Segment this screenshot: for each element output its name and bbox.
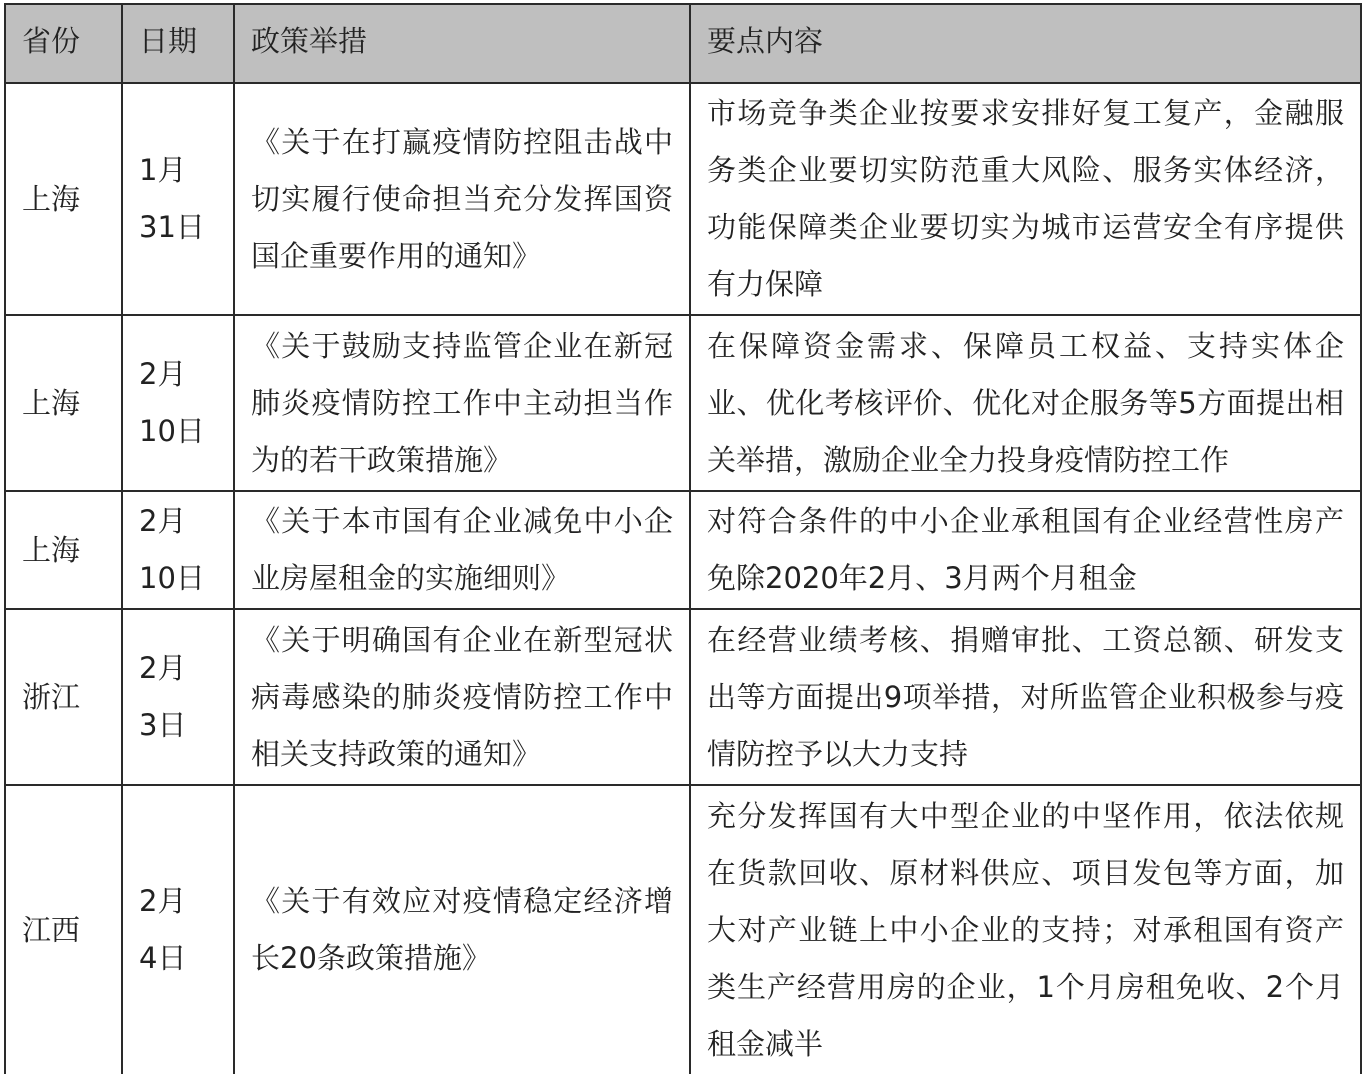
date-cell [122, 83, 234, 315]
province-cell: 上海 [5, 315, 122, 491]
table-row [5, 315, 1361, 491]
key-points-cell: 充分发挥国有大中型企业的中坚作用，依法依规在货款回收、原材料供应、项目发包等方面，加大对产业链上中小企业的支持；对承租国有资产类生产经营用房的企业，1个月房租免收、2个月租金减半 [690, 785, 1361, 1074]
header-date: 日期 [122, 4, 234, 83]
table-row [5, 785, 1361, 1074]
key-points-cell: 在经营业绩考核、捐赠审批、工资总额、研发支出等方面提出9项举措，对所监管企业积极参与疫情防控予以大力支持 [690, 609, 1361, 785]
date-month: 2月 [139, 504, 187, 538]
header-policy: 政策举措 [234, 4, 690, 83]
date-month: 2月 [139, 651, 187, 685]
date-cell [122, 315, 234, 491]
date-month: 2月 [139, 884, 187, 918]
policy-cell: 《关于明确国有企业在新型冠状病毒感染的肺炎疫情防控工作中相关支持政策的通知》 [234, 609, 690, 785]
policy-cell: 《关于鼓励支持监管企业在新冠肺炎疫情防控工作中主动担当作为的若干政策措施》 [234, 315, 690, 491]
policy-cell: 《关于本市国有企业减免中小企业房屋租金的实施细则》 [234, 491, 690, 609]
policy-cell: 《关于有效应对疫情稳定经济增长20条政策措施》 [234, 785, 690, 1074]
date-day: 4日 [139, 941, 187, 975]
table-row [5, 491, 1361, 609]
policy-table [4, 3, 1362, 1074]
policy-cell: 《关于在打赢疫情防控阻击战中切实履行使命担当充分发挥国资国企重要作用的通知》 [234, 83, 690, 315]
key-points-cell: 对符合条件的中小企业承租国有企业经营性房产免除2020年2月、3月两个月租金 [690, 491, 1361, 609]
header-key-points: 要点内容 [690, 4, 1361, 83]
date-cell [122, 491, 234, 609]
date-cell [122, 609, 234, 785]
province-cell: 江西 [5, 785, 122, 1074]
province-cell: 上海 [5, 83, 122, 315]
date-day: 10日 [139, 561, 205, 595]
key-points-cell: 市场竞争类企业按要求安排好复工复产，金融服务类企业要切实防范重大风险、服务实体经济，功能保障类企业要切实为城市运营安全有序提供有力保障 [690, 83, 1361, 315]
date-day: 10日 [139, 414, 205, 448]
date-cell [122, 785, 234, 1074]
province-cell: 上海 [5, 491, 122, 609]
table-row [5, 83, 1361, 315]
table-header-row [5, 4, 1361, 83]
date-day: 31日 [139, 210, 205, 244]
province-cell: 浙江 [5, 609, 122, 785]
table-row [5, 609, 1361, 785]
date-month: 2月 [139, 357, 187, 391]
key-points-cell: 在保障资金需求、保障员工权益、支持实体企业、优化考核评价、优化对企服务等5方面提出相关举措，激励企业全力投身疫情防控工作 [690, 315, 1361, 491]
header-province: 省份 [5, 4, 122, 83]
date-month: 1月 [139, 153, 187, 187]
date-day: 3日 [139, 708, 187, 742]
